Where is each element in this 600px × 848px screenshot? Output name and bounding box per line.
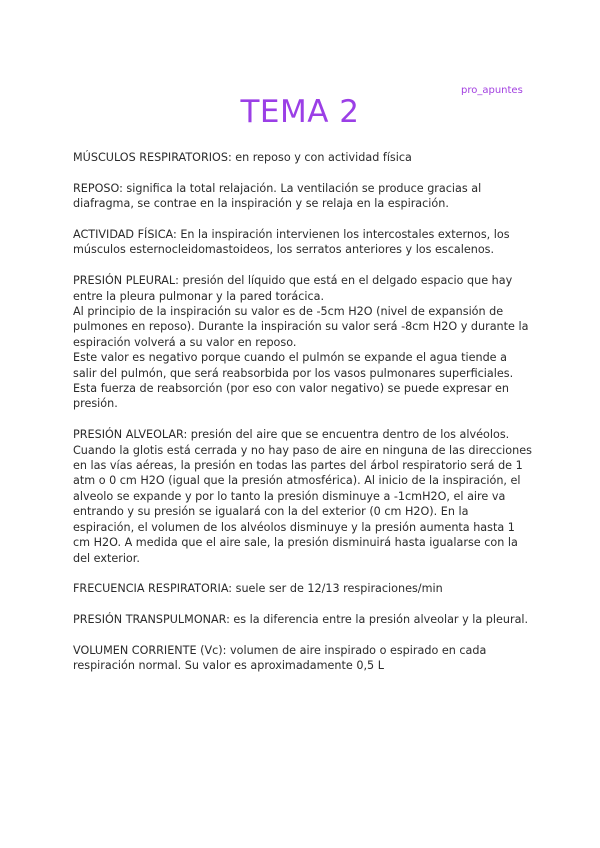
page-title: TEMA 2	[240, 94, 360, 130]
paragraph-presion-alveolar	[73, 427, 533, 566]
paragraph-line: REPOSO: significa la total relajación. La ventilación se produce gracias al diafragma, se contrae en la inspiración y se relaja en la espiración.	[73, 181, 482, 211]
paragraph-line: FRECUENCIA RESPIRATORIA: suele ser de 12/13 respiraciones/min	[73, 582, 443, 596]
paragraph-line: VOLUMEN CORRIENTE (Vc): volumen de aire inspirado o espirado en cada respiración normal. Su valor es aproximadamente 0,5 L	[73, 643, 487, 673]
paragraph-frecuencia-respiratoria	[73, 581, 533, 596]
paragraph-line: ACTIVIDAD FÍSICA: En la inspiración intervienen los intercostales externos, los músculos esternocleidomastoideos, los serratos anteriores y los escalenos.	[73, 228, 510, 257]
paragraph-presion-transpulmonar	[73, 612, 533, 627]
document-body	[73, 150, 533, 689]
paragraph-line: PRESIÓN TRANSPULMONAR: es la diferencia entre la presión alveolar y la pleural.	[73, 613, 529, 627]
paragraph-presion-pleural	[73, 273, 533, 412]
paragraph-line: Este valor es negativo porque cuando el pulmón se expande el agua tiende a salir del pulmón, que será reabsorbida por los vasos pulmonares superficiales. Esta fuerza de reabsorción (por eso con valor negativo) se puede expresar en presión.	[73, 351, 514, 411]
paragraph-line: MÚSCULOS RESPIRATORIOS: en reposo y con actividad física	[73, 151, 412, 164]
paragraph-reposo	[73, 181, 533, 212]
paragraph-line: Al principio de la inspiración su valor es de -5cm H2O (nivel de expansión de pulmones en reposo). Durante la inspiración su valor será -8cm H2O y durante la espiración volverá a su valor en reposo.	[73, 305, 529, 349]
paragraph-line: PRESIÓN ALVEOLAR: presión del aire que se encuentra dentro de los alvéolos. Cuando la glotis está cerrada y no hay paso de aire en ninguna de las direcciones en las vías aéreas, la presión en todas las partes del árbol respiratorio será de 1 atm o 0 cm H2O (igual que la presión atmosférica). Al inicio de la inspiración, el alveolo se expande y por lo tanto la presión disminuye a -1cmH2O, el aire va entrando y su presión se igualará con la del exterior (0 cm H2O). En la espiración, el volumen de los alvéolos disminuye y la presión aumenta hasta 1 cm H2O. A medida que el aire sale, la presión disminuirá hasta igualarse con la del exterior.	[73, 428, 532, 565]
watermark: pro_apuntes	[461, 85, 523, 96]
paragraph-line: PRESIÓN PLEURAL: presión del líquido que está en el delgado espacio que hay entre la pleura pulmonar y la pared torácica.	[73, 274, 513, 303]
paragraph-musculos	[73, 150, 533, 165]
paragraph-volumen-corriente	[73, 643, 533, 674]
paragraph-actividad-fisica	[73, 227, 533, 258]
